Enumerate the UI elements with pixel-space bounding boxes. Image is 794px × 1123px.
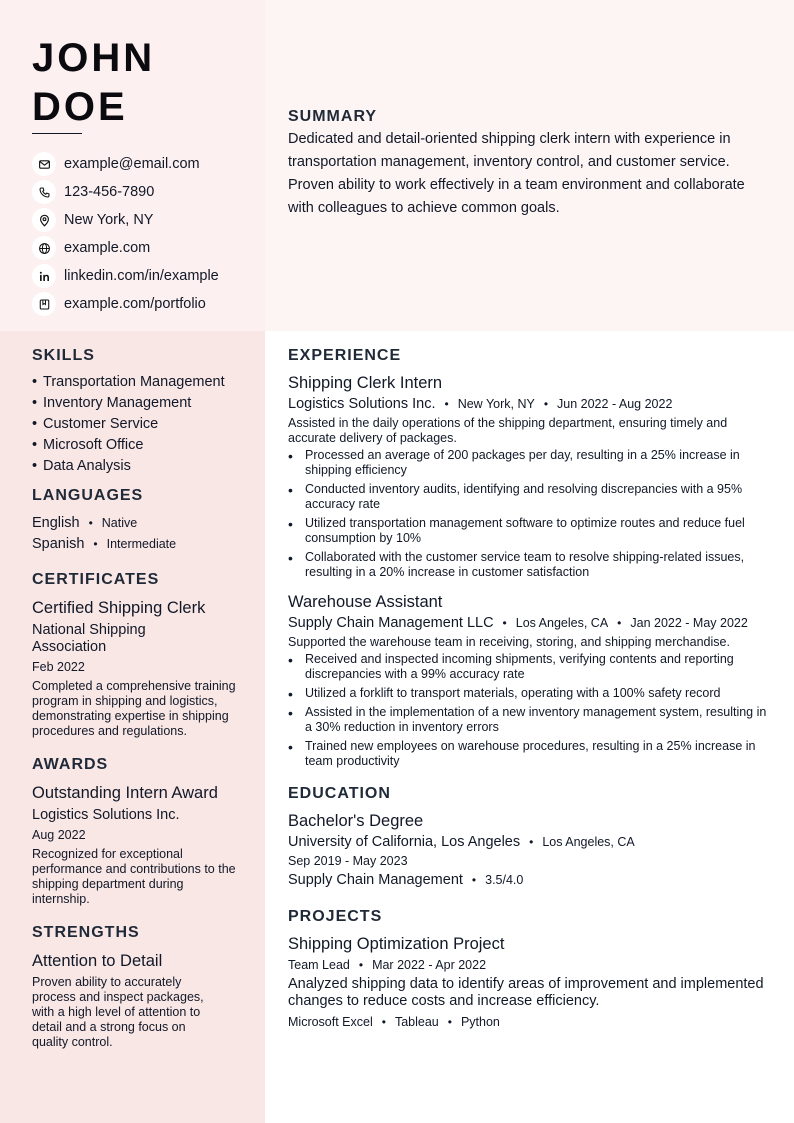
awards-heading: AWARDS	[32, 756, 109, 773]
separator-dot: •	[447, 1015, 452, 1029]
job-bullet: • Conducted inventory audits, identifying and resolving discrepancies with a 95% accuracy rate	[288, 482, 773, 512]
education-section	[288, 785, 773, 890]
separator-dot: •	[93, 536, 98, 551]
strength-description: Proven ability to accurately process and inspect packages, with a high level of attention to detail and a strong focus on quality control.	[32, 975, 204, 1049]
job-location: New York, NY	[457, 397, 535, 411]
job-meta	[288, 614, 773, 633]
education-heading: EDUCATION	[288, 785, 391, 802]
project-description: Analyzed shipping data to identify areas of improvement and implemented changes to reduce costs and increase efficiency.	[288, 976, 764, 1009]
skill-item: • Microsoft Office	[32, 437, 237, 454]
certificate-name: Certified Shipping Clerk	[32, 599, 206, 617]
job-title: Shipping Clerk Intern	[288, 374, 443, 392]
education-field-row	[288, 871, 773, 890]
strength-name: Attention to Detail	[32, 952, 163, 970]
project-tools	[288, 1014, 773, 1030]
award-issuer: Logistics Solutions Inc.	[32, 807, 180, 823]
education-meta	[288, 833, 773, 852]
contact-phone-text: 123-456-7890	[64, 184, 155, 200]
experience-section	[288, 347, 773, 769]
project-role: Team Lead	[288, 958, 350, 972]
language-level: Intermediate	[106, 536, 177, 551]
summary-text: Dedicated and detail-oriented shipping clerk intern with experience in transportation management, inventory control, and customer service. Proven ability to work effectively in a team environment and collaborate with colleagues to achieve common goals.	[288, 131, 745, 216]
languages-heading: LANGUAGES	[32, 487, 144, 504]
certificate-issuer: National Shipping Association	[32, 622, 146, 655]
separator-dot: •	[471, 873, 477, 887]
language-name: Spanish	[32, 535, 85, 552]
main-content	[288, 347, 773, 1030]
separator-dot: •	[502, 616, 507, 630]
sidebar-content	[32, 347, 237, 1050]
linkedin-icon	[32, 264, 56, 288]
separator-dot: •	[381, 1015, 386, 1029]
experience-heading: EXPERIENCE	[288, 347, 402, 364]
separator-dot: •	[88, 515, 93, 530]
contact-website[interactable]	[32, 234, 262, 262]
contact-linkedin-text: linkedin.com/in/example	[64, 268, 219, 284]
awards-section	[32, 756, 237, 907]
contact-phone[interactable]	[32, 178, 262, 206]
language-row	[32, 512, 237, 533]
project-meta	[288, 957, 773, 973]
language-name: English	[32, 514, 80, 531]
separator-dot: •	[358, 958, 364, 972]
contact-location-text: New York, NY	[64, 212, 154, 228]
award-date: Aug 2022	[32, 828, 86, 842]
language-level: Native	[101, 515, 138, 530]
job-bullets	[288, 652, 773, 769]
job-description: Supported the warehouse team in receiving, storing, and shipping merchandise.	[288, 635, 730, 649]
summary-heading: SUMMARY	[288, 108, 378, 125]
candidate-name: JOHN DOE	[32, 36, 156, 129]
location-pin-icon	[32, 208, 56, 232]
contact-portfolio-text: example.com/portfolio	[64, 296, 206, 312]
name-divider	[32, 133, 82, 134]
skill-item: • Data Analysis	[32, 458, 237, 475]
job-bullet: • Processed an average of 200 packages per day, resulting in a 25% increase in shipping efficiency	[288, 448, 773, 478]
project-name: Shipping Optimization Project	[288, 935, 505, 953]
contact-website-text: example.com	[64, 240, 151, 256]
award-description: Recognized for exceptional performance and contributions to the shipping department during internship.	[32, 847, 236, 906]
separator-dot: •	[543, 397, 549, 411]
education-degree: Bachelor's Degree	[288, 812, 424, 830]
contact-location	[32, 206, 262, 234]
skill-item: • Transportation Management	[32, 374, 237, 391]
strengths-heading: STRENGTHS	[32, 924, 140, 941]
skills-list	[32, 374, 237, 475]
project-dates: Mar 2022 - Apr 2022	[372, 958, 487, 972]
certificates-heading: CERTIFICATES	[32, 571, 160, 588]
education-gpa: 3.5/4.0	[485, 873, 524, 887]
award-name: Outstanding Intern Award	[32, 784, 218, 802]
education-field: Supply Chain Management	[288, 872, 463, 888]
job-entry	[288, 592, 773, 769]
contact-portfolio[interactable]	[32, 290, 262, 318]
contact-email[interactable]	[32, 150, 262, 178]
skills-heading: SKILLS	[32, 347, 95, 364]
job-location: Los Angeles, CA	[515, 616, 609, 630]
contact-list	[32, 150, 262, 318]
education-location: Los Angeles, CA	[542, 835, 635, 849]
skill-item: • Inventory Management	[32, 395, 237, 412]
job-company: Logistics Solutions Inc.	[288, 396, 436, 412]
email-icon	[32, 152, 56, 176]
job-bullet: • Received and inspected incoming shipments, verifying contents and reporting discrepancies with a 99% accuracy rate	[288, 652, 773, 682]
job-bullet: • Trained new employees on warehouse procedures, resulting in a 25% increase in team productivity	[288, 739, 773, 769]
separator-dot: •	[529, 835, 534, 849]
contact-email-text: example@email.com	[64, 156, 200, 172]
portfolio-icon	[32, 292, 56, 316]
projects-section	[288, 908, 773, 1030]
contact-linkedin[interactable]	[32, 262, 262, 290]
education-school: University of California, Los Angeles	[288, 834, 521, 850]
globe-icon	[32, 236, 56, 260]
job-bullet: • Collaborated with the customer service team to resolve shipping-related issues, resulting in a 20% increase in customer satisfaction	[288, 550, 773, 580]
job-bullet: • Assisted in the implementation of a new inventory management system, resulting in a 30% reduction in inventory errors	[288, 705, 773, 735]
project-tool: Microsoft Excel	[288, 1015, 373, 1029]
certificate-description: Completed a comprehensive training program in shipping and logistics, demonstrating expertise in shipping procedures and regulations.	[32, 679, 236, 738]
project-tool: Python	[460, 1015, 500, 1029]
projects-heading: PROJECTS	[288, 908, 383, 925]
skills-section	[32, 347, 237, 475]
job-title: Warehouse Assistant	[288, 593, 443, 611]
skill-item: • Customer Service	[32, 416, 237, 433]
job-entry	[288, 373, 773, 580]
summary-section	[288, 108, 773, 220]
language-row	[32, 533, 237, 554]
job-description: Assisted in the daily operations of the shipping department, ensuring timely and accurate delivery of packages.	[288, 416, 728, 445]
job-dates: Jun 2022 - Aug 2022	[557, 397, 673, 411]
certificate-date: Feb 2022	[32, 660, 85, 674]
strengths-section	[32, 924, 237, 1050]
phone-icon	[32, 180, 56, 204]
project-tool: Tableau	[394, 1015, 439, 1029]
job-company: Supply Chain Management LLC	[288, 615, 494, 631]
separator-dot: •	[444, 397, 449, 411]
languages-section	[32, 487, 237, 554]
education-dates: Sep 2019 - May 2023	[288, 854, 408, 868]
separator-dot: •	[617, 616, 622, 630]
job-meta	[288, 395, 773, 414]
job-bullet: • Utilized a forklift to transport materials, operating with a 100% safety record	[288, 686, 773, 701]
job-bullets	[288, 448, 773, 580]
certificates-section	[32, 571, 237, 739]
job-dates: Jan 2022 - May 2022	[630, 616, 748, 630]
job-bullet: • Utilized transportation management software to optimize routes and reduce fuel consumption by 10%	[288, 516, 773, 546]
